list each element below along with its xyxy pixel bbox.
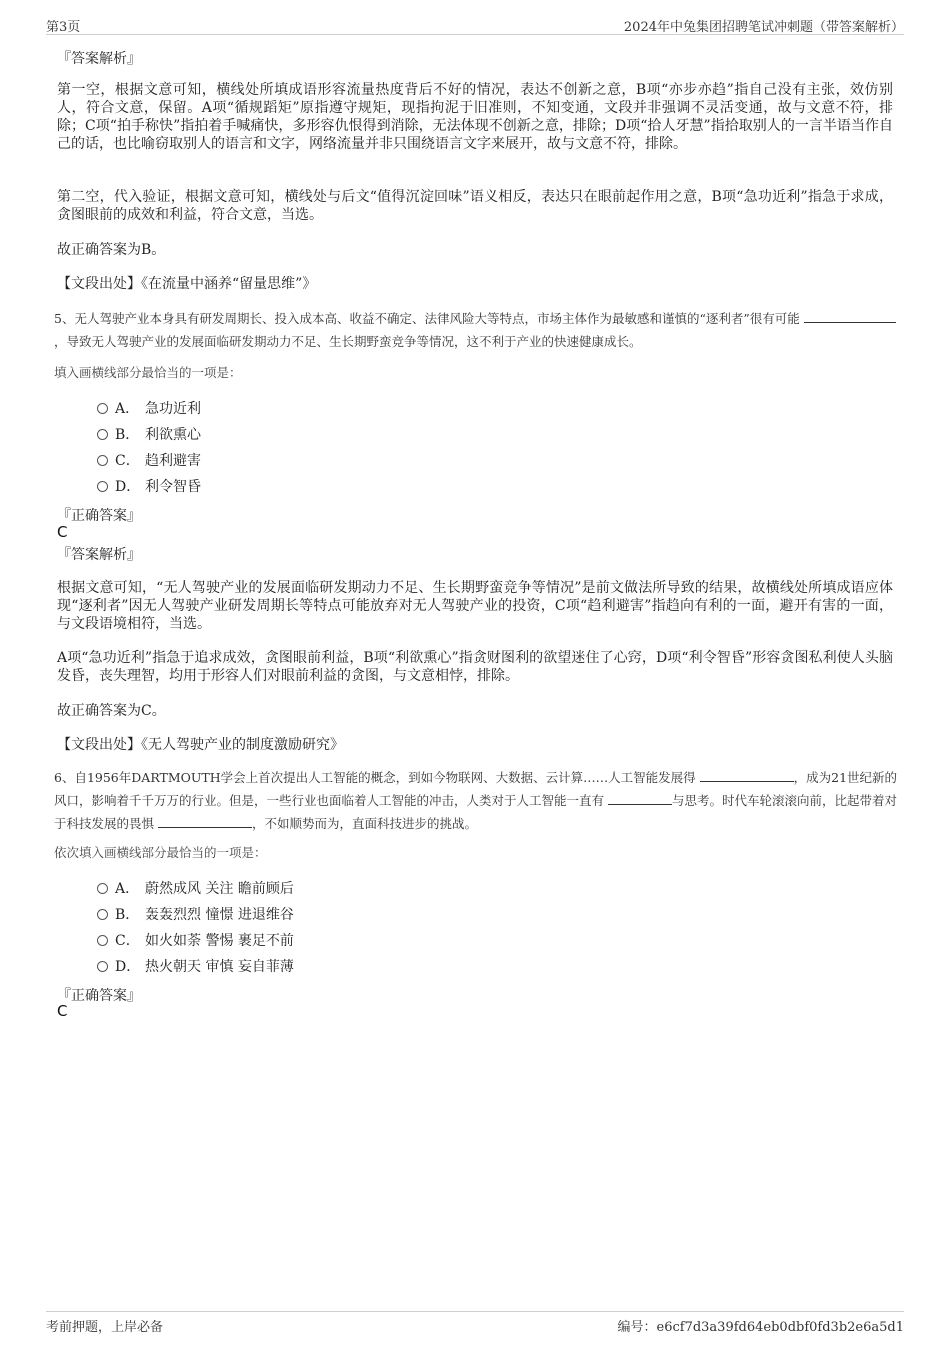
- q4-analysis-label: 『答案解析』: [57, 51, 141, 67]
- radio-icon[interactable]: [97, 883, 108, 894]
- radio-icon[interactable]: [97, 935, 108, 946]
- document-code: 编号：e6cf7d3a39fd64eb0dbf0fd3b2e6a5d1: [617, 1320, 904, 1335]
- page-number: 第3页: [46, 20, 81, 35]
- q5-source: 【文段出处】《无人驾驶产业的制度激励研究》: [57, 737, 344, 753]
- q5-analysis-paragraph-1: 根据文意可知，“无人驾驶产业的发展面临研发期动力不足、生长期野蛮竞争等情况”是前文做法所导致的结果，故横线处所填成语应体现“逐利者”因无人驾驶产业研发周期长等特点可能放弃对无人驾驶产业的投资，C项“趋利避害”指趋向有利的一面，避开有害的一面，与文段语境相符，当选。: [57, 580, 893, 632]
- q6-answer-label: 『正确答案』: [57, 988, 141, 1004]
- q6-answer: C: [57, 1002, 68, 1020]
- q6-option-b[interactable]: B． 轰轰烈烈 憧憬 进退维谷: [97, 904, 294, 924]
- q5-answer: C: [57, 523, 68, 541]
- q4-conclusion: 故正确答案为B。: [57, 242, 166, 258]
- q6-stem-text-a: 6、自1956年DARTMOUTH学会上首次提出人工智能的概念，到如今物联网、大数据、云计算……人工智能发展得: [54, 770, 696, 785]
- q6-option-a[interactable]: A． 蔚然成风 关注 瞻前顾后: [97, 878, 294, 898]
- q5-stem-text-a: 5、无人驾驶产业本身具有研发周期长、投入成本高、收益不确定、法律风险大等特点，市场主体作为最敏感和谨慎的“逐利者”很有可能: [54, 311, 800, 326]
- q4-analysis-paragraph-2: 第二空，代入验证，根据文意可知，横线处与后文“值得沉淀回味”语义相反，表达只在眼前起作用之意，B项“急功近利”指急于求成，贪图眼前的成效和利益，符合文意，当选。: [57, 189, 893, 223]
- q5-prompt: 填入画横线部分最恰当的一项是：: [54, 365, 242, 380]
- q5-conclusion: 故正确答案为C。: [57, 703, 166, 719]
- radio-icon[interactable]: [97, 429, 108, 440]
- q6-stem: [54, 766, 904, 835]
- q5-analysis-label: 『答案解析』: [57, 547, 141, 563]
- q5-analysis-paragraph-2: A项“急功近利”指急于追求成效，贪图眼前利益，B项“利欲熏心”指贪财图利的欲望迷住了心窍，D项“利令智昏”形容贪图私利使人头脑发昏，丧失理智，均用于形容人们对眼前利益的贪图，与文意相悖，排除。: [57, 650, 893, 684]
- q5-blank: [804, 308, 896, 323]
- q5-stem: [54, 307, 904, 353]
- q4-source: 【文段出处】《在流量中涵养“留量思维”》: [57, 276, 317, 292]
- page-footer: [46, 1311, 904, 1334]
- radio-icon[interactable]: [97, 481, 108, 492]
- q6-prompt: 依次填入画横线部分最恰当的一项是：: [54, 845, 267, 860]
- radio-icon[interactable]: [97, 455, 108, 466]
- q4-analysis-paragraph-1: 第一空，根据文意可知，横线处所填成语形容流量热度背后不好的情况，表达不创新之意，B项“亦步亦趋”指自己没有主张，效仿别人，符合文意，保留。A项“循规蹈矩”原指遵守规矩，现指拘泥于旧准则，不知变通，文段并非强调不灵活变通，故与文意不符，排除；C项“拍手称快”指拍着手喊痛快，多形容仇恨得到消除，无法体现不创新之意，排除；D项“拾人牙慧”指拾取别人的一言半语当作自己的话，也比喻窃取别人的语言和文字，网络流量并非只围绕语言文字来展开，故与文意不符，排除。: [57, 82, 893, 152]
- radio-icon[interactable]: [97, 961, 108, 972]
- footer-slogan: 考前押题，上岸必备: [46, 1320, 164, 1335]
- q6-option-c[interactable]: C． 如火如荼 警惕 裹足不前: [97, 930, 294, 950]
- q6-blank-1: [700, 767, 794, 782]
- q5-option-c[interactable]: C． 趋利避害: [97, 450, 201, 470]
- q5-option-a[interactable]: A． 急功近利: [97, 398, 201, 418]
- q5-option-b[interactable]: B． 利欲熏心: [97, 424, 201, 444]
- radio-icon[interactable]: [97, 403, 108, 414]
- q6-blank-2: [608, 790, 672, 805]
- document-title: 2024年中兔集团招聘笔试冲刺题（带答案解析）: [623, 20, 904, 35]
- q6-option-d[interactable]: D． 热火朝天 审慎 妄自菲薄: [97, 956, 294, 976]
- q6-blank-3: [158, 813, 252, 828]
- q6-stem-text-b: ，成为21世纪新的风口，影响着千千万万的行业。但是，一些行业也面临着人工智能的冲击，人类对于人工智能一直有: [54, 770, 898, 808]
- q5-stem-text-b: ，导致无人驾驶产业的发展面临研发期动力不足、生长期野蛮竞争等情况，这不利于产业的快速健康成长。: [54, 334, 642, 349]
- q5-answer-label: 『正确答案』: [57, 508, 141, 524]
- radio-icon[interactable]: [97, 909, 108, 920]
- q6-stem-text-d: ，不如顺势而为，直面科技进步的挑战。: [252, 816, 478, 831]
- page-header: [46, 14, 904, 35]
- q5-option-d[interactable]: D． 利令智昏: [97, 476, 201, 496]
- q6-stem-text-c: 与思考。时代车轮滚滚向前，比起带着对于科技发展的畏惧: [54, 793, 898, 831]
